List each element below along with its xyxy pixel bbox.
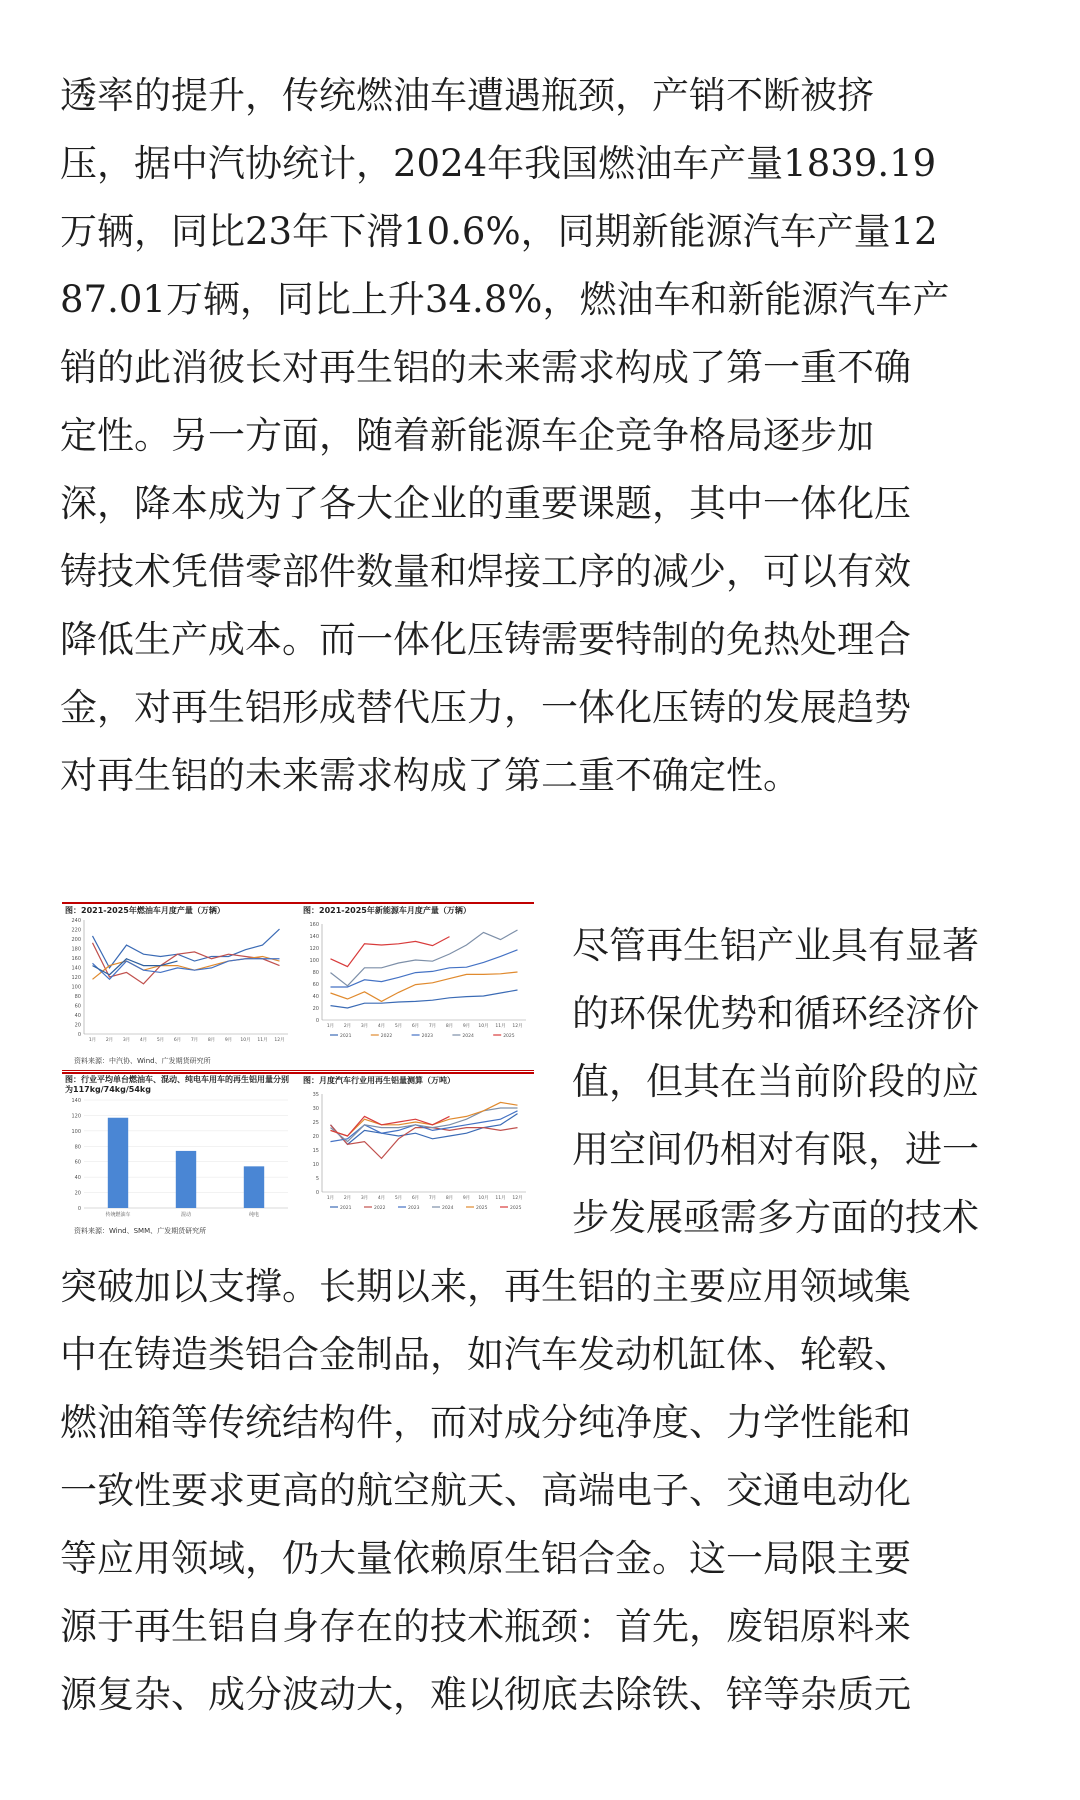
- figure-source: 资料来源：Wind、SMM、广发期货研究所: [74, 1227, 207, 1235]
- text-line: 源复杂、成分波动大，难以彻底去除铁、锌等杂质元: [60, 1673, 911, 1716]
- y-tick-label: 25: [312, 1120, 319, 1126]
- x-tick-label: 4月: [377, 1024, 386, 1029]
- text-line: 步发展亟需多方面的技术: [572, 1196, 979, 1239]
- text-line: 等应用领域，仍大量依赖原生铝合金。这一局限主要: [60, 1537, 911, 1580]
- figure-top-row: [62, 902, 534, 1071]
- text-line: 的环保优势和循环经济价: [572, 992, 979, 1035]
- text-line: 值，但其在当前阶段的应: [572, 1060, 979, 1103]
- y-tick-label: 180: [71, 946, 81, 953]
- text-line: 用空间仍相对有限，进一: [572, 1128, 979, 1171]
- y-tick-label: 0: [315, 1190, 319, 1196]
- x-tick-label: 12月: [512, 1024, 523, 1029]
- legend-label: 2024: [462, 1034, 474, 1039]
- y-tick-label: 5: [315, 1176, 319, 1182]
- x-tick-label: 1月: [88, 1038, 97, 1043]
- x-tick-label: 10月: [240, 1038, 251, 1043]
- x-tick-label: 5月: [394, 1024, 403, 1029]
- series-line-2025: [331, 937, 450, 967]
- y-tick-label: 30: [312, 1106, 319, 1112]
- text-line: 透率的提升，传统燃油车遭遇瓶颈，产销不断被挤: [60, 74, 874, 117]
- y-tick-label: 10: [312, 1162, 319, 1168]
- legend-label: 2025: [503, 1034, 515, 1039]
- y-tick-label: 120: [309, 946, 319, 952]
- y-tick-label: 35: [312, 1092, 319, 1098]
- series-line-2023: [331, 950, 518, 987]
- x-tick-label: 11月: [495, 1196, 506, 1201]
- text-line: 深，降本成为了各大企业的重要课题，其中一体化压: [60, 482, 911, 525]
- x-tick-label: 2月: [343, 1024, 352, 1029]
- y-tick-label: 60: [312, 982, 319, 988]
- x-tick-label: 8月: [445, 1024, 454, 1029]
- y-tick-label: 20: [312, 1006, 319, 1012]
- x-tick-label: 9月: [462, 1196, 471, 1201]
- y-tick-label: 20: [74, 1190, 81, 1197]
- text-line: 一致性要求更高的航空航天、高端电子、交通电动化: [60, 1469, 911, 1512]
- x-tick-label: 4月: [139, 1038, 148, 1043]
- recycled-al-per-car-chart: [62, 1096, 294, 1222]
- legend-label: 2022: [380, 1034, 393, 1039]
- figure-bottom-row: [62, 1072, 534, 1238]
- bar-传统燃油车: [108, 1118, 128, 1208]
- text-line: 尽管再生铝产业具有显著: [572, 924, 979, 967]
- x-tick-label: 7月: [428, 1024, 437, 1029]
- x-tick-label: 11月: [495, 1024, 506, 1029]
- y-tick-label: 140: [71, 1098, 81, 1104]
- x-tick-label: 3月: [360, 1024, 369, 1029]
- x-tick-label: 3月: [122, 1038, 131, 1043]
- text-line: 中在铸造类铝合金制品，如汽车发动机缸体、轮毂、: [60, 1333, 911, 1376]
- paragraph-2: [60, 1253, 1010, 1729]
- x-tick-label: 2月: [343, 1196, 352, 1201]
- legend-label: 2021: [340, 1034, 352, 1039]
- series-line-2021: [331, 990, 518, 1008]
- x-tick-label: 7月: [190, 1038, 199, 1043]
- x-tick-label: 5月: [156, 1038, 165, 1043]
- y-tick-label: 0: [77, 1206, 81, 1212]
- x-tick-label: 1月: [326, 1024, 335, 1029]
- series-line-2022: [331, 972, 518, 1001]
- y-tick-label: 120: [71, 1113, 81, 1120]
- x-tick-label: 8月: [445, 1196, 454, 1201]
- x-tick-label: 10月: [478, 1196, 489, 1201]
- y-tick-label: 20: [74, 1022, 81, 1029]
- series-line-2024: [331, 930, 518, 986]
- text-line: 源于再生铝自身存在的技术瓶颈：首先，废铝原料来: [60, 1605, 911, 1648]
- y-tick-label: 15: [312, 1148, 319, 1154]
- x-tick-label: 6月: [411, 1196, 420, 1201]
- series-line-2024: [93, 959, 280, 980]
- paragraph-1: [60, 62, 1010, 810]
- y-tick-label: 100: [309, 958, 319, 964]
- chart-title: 图：2021-2025年燃油车月度产量（万辆）: [65, 906, 225, 915]
- monthly-recycled-al-chart: [300, 1088, 534, 1220]
- x-tick-label: 2月: [105, 1038, 114, 1043]
- y-tick-label: 140: [309, 934, 319, 940]
- x-tick-label: 纯电: [248, 1212, 260, 1218]
- y-tick-label: 140: [71, 965, 81, 972]
- y-tick-label: 120: [71, 975, 81, 981]
- text-line: 铸技术凭借零部件数量和焊接工序的减少，可以有效: [60, 550, 911, 593]
- y-tick-label: 220: [71, 927, 81, 934]
- x-tick-label: 混动: [180, 1212, 192, 1218]
- recycled-al-usage-panel: [62, 1074, 294, 1224]
- x-tick-label: 9月: [224, 1038, 233, 1043]
- x-tick-label: 7月: [428, 1196, 437, 1201]
- y-tick-label: 80: [312, 970, 319, 976]
- x-tick-label: 10月: [478, 1024, 489, 1029]
- nev-chart-panel: [300, 904, 534, 1054]
- x-tick-label: 6月: [411, 1024, 420, 1029]
- y-tick-label: 200: [71, 937, 81, 943]
- series-line-2025: [331, 1116, 450, 1136]
- figure-source: 资料来源：中汽协、Wind、广发期货研究所: [74, 1057, 211, 1065]
- y-tick-label: 100: [71, 984, 81, 991]
- side-paragraph: [572, 912, 1022, 1252]
- y-tick-label: 0: [315, 1018, 319, 1024]
- legend-label: 2022: [374, 1206, 386, 1211]
- y-tick-label: 20: [312, 1134, 319, 1140]
- series-line-2022: [93, 943, 280, 984]
- bar-混动: [176, 1151, 196, 1208]
- x-tick-label: 5月: [394, 1196, 403, 1201]
- y-tick-label: 40: [74, 1013, 81, 1019]
- y-tick-label: 0: [77, 1032, 81, 1038]
- text-line: 降低生产成本。而一体化压铸需要特制的免热处理合: [60, 618, 911, 661]
- x-tick-label: 11月: [257, 1038, 268, 1043]
- text-line: 金，对再生铝形成替代压力，一体化压铸的发展趋势: [60, 686, 911, 729]
- x-tick-label: 传统燃油车: [105, 1212, 131, 1218]
- y-tick-label: 240: [71, 918, 81, 924]
- text-line: 突破加以支撑。长期以来，再生铝的主要应用领域集: [60, 1265, 911, 1308]
- text-line: 燃油箱等传统结构件，而对成分纯净度、力学性能和: [60, 1401, 911, 1444]
- y-tick-label: 40: [312, 994, 319, 1000]
- x-tick-label: 12月: [274, 1038, 285, 1043]
- x-tick-label: 4月: [377, 1196, 386, 1201]
- legend-label: 2023: [421, 1034, 434, 1039]
- y-tick-label: 160: [309, 922, 319, 928]
- chart-title: 图：2021-2025年新能源车月度产量（万辆）: [303, 906, 471, 915]
- text-line: 定性。另一方面，随着新能源车企竞争格局逐步加: [60, 414, 874, 457]
- y-tick-label: 160: [71, 956, 81, 962]
- monthly-al-panel: [300, 1074, 534, 1224]
- legend-label: 2023: [408, 1206, 420, 1211]
- fuel-car-chart-panel: [62, 904, 294, 1054]
- fuel-car-production-chart: [62, 914, 294, 1054]
- y-tick-label: 80: [74, 1144, 81, 1151]
- text-line: 万辆，同比23年下滑10.6%，同期新能源汽车产量12: [60, 210, 938, 253]
- x-tick-label: 9月: [462, 1024, 471, 1029]
- y-tick-label: 40: [74, 1175, 81, 1182]
- y-tick-label: 80: [74, 994, 81, 1000]
- text-line: 对再生铝的未来需求构成了第二重不确定性。: [60, 754, 800, 797]
- y-tick-label: 60: [74, 1003, 81, 1010]
- legend-label: 2024: [442, 1206, 454, 1211]
- chart-title: 图：月度汽车行业用再生铝量测算（万吨）: [303, 1076, 455, 1085]
- legend-label: 2025: [510, 1206, 522, 1211]
- nev-production-chart: [300, 914, 534, 1054]
- legend-label: 2025: [476, 1206, 488, 1211]
- y-tick-label: 100: [71, 1128, 81, 1135]
- chart-title: 图：行业平均单台燃油车、混动、纯电车用车的再生铝用量分别为117kg/74kg/54kg: [65, 1075, 289, 1094]
- figure-collage: [62, 902, 534, 1236]
- text-line: 压，据中汽协统计，2024年我国燃油车产量1839.19: [60, 142, 937, 185]
- x-tick-label: 1月: [326, 1196, 335, 1201]
- x-tick-label: 12月: [512, 1196, 523, 1201]
- x-tick-label: 8月: [207, 1038, 216, 1043]
- x-tick-label: 3月: [360, 1196, 369, 1201]
- y-tick-label: 60: [74, 1159, 81, 1166]
- text-line: 87.01万辆，同比上升34.8%，燃油车和新能源汽车产: [60, 278, 950, 321]
- legend-label: 2021: [340, 1206, 352, 1211]
- x-tick-label: 6月: [173, 1038, 182, 1043]
- text-line: 销的此消彼长对再生铝的未来需求构成了第一重不确: [60, 346, 911, 389]
- bar-纯电: [244, 1166, 264, 1208]
